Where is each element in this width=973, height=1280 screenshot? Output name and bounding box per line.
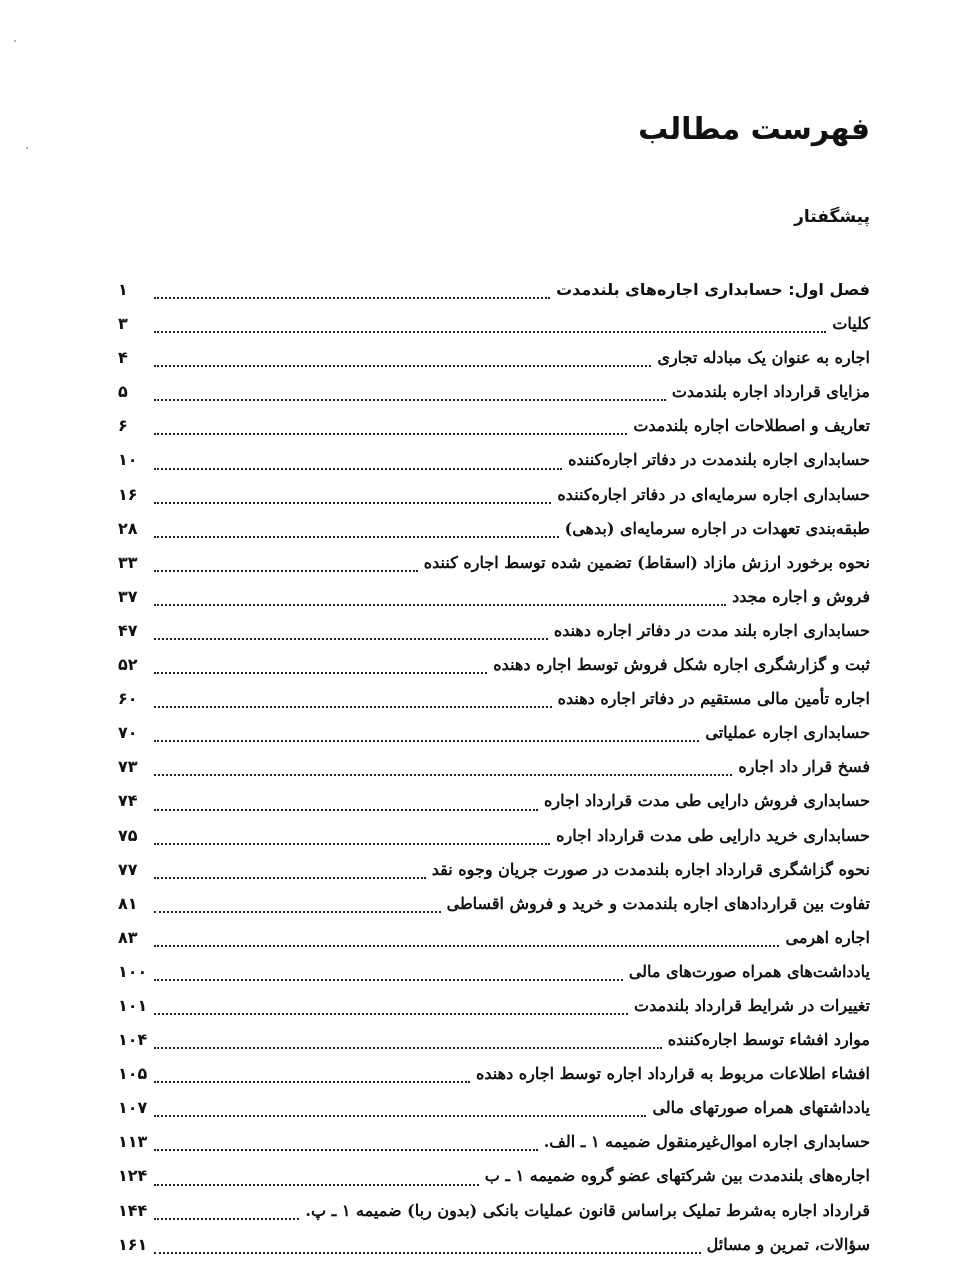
toc-entry xyxy=(118,546,870,580)
toc-dot-leader xyxy=(154,502,551,504)
toc-entry-label: کلیات xyxy=(832,314,870,334)
toc-entry-label: فصل اول: حسابداری اجاره‌های بلندمدت xyxy=(556,280,870,299)
toc-entry-label: حسابداری اجاره اموال‌غیرمنقول ضمیمه ۱ ـ الف. xyxy=(543,1132,870,1152)
toc-entry-label: سؤالات، تمرین و مسائل xyxy=(706,1234,870,1254)
toc-entry-label: حسابداری اجاره بلند مدت در دفاتر اجاره دهنده xyxy=(553,620,870,640)
toc-entry xyxy=(118,1228,870,1262)
toc-entry xyxy=(118,375,870,409)
toc-page-number: ۶۰ xyxy=(118,689,138,709)
toc-dot-leader xyxy=(154,365,651,367)
toc-entry xyxy=(118,750,870,784)
toc-page-number: ۳۷ xyxy=(118,586,138,606)
toc-dot-leader xyxy=(154,1184,479,1186)
toc-entry xyxy=(118,682,870,716)
toc-entry-label: مزایای قرارداد اجاره بلندمدت xyxy=(671,382,870,402)
toc-dot-leader xyxy=(154,399,666,401)
toc-page-number: ۳۳ xyxy=(118,552,138,572)
toc-entry-label: موارد افشاء توسط اجاره‌کننده xyxy=(667,1030,870,1050)
toc-page-number: ۱۲۴ xyxy=(118,1166,148,1186)
toc-page-number: ۱۰۷ xyxy=(118,1098,148,1118)
toc-entry-label: تفاوت بین قراردادهای اجاره بلندمدت و خرید و فروش اقساطی xyxy=(446,893,870,913)
toc-dot-leader xyxy=(154,843,550,845)
toc-entry xyxy=(118,1023,870,1057)
toc-entry-label: یادداشت‌های همراه صورت‌های مالی xyxy=(628,961,870,981)
toc-entry-label: اجاره اهرمی xyxy=(785,927,870,947)
toc-dot-leader xyxy=(154,331,826,333)
toc-page-number: ۸۱ xyxy=(118,893,138,913)
toc-dot-leader xyxy=(154,740,699,742)
toc-entry-label: حسابداری اجاره سرمایه‌ای در دفاتر اجاره‌کننده xyxy=(557,484,870,504)
toc-page-number: ۶ xyxy=(118,416,128,436)
toc-page-number: ۱۱۳ xyxy=(118,1132,148,1152)
toc-entry xyxy=(118,1159,870,1193)
toc-entry-label: حسابداری اجاره عملیاتی xyxy=(705,723,870,743)
toc-entry-label: حسابداری اجاره بلندمدت در دفاتر اجاره‌کننده xyxy=(568,450,870,470)
toc-dot-leader xyxy=(154,911,441,913)
preface-heading: پیشگفتار xyxy=(794,207,870,227)
toc-entry xyxy=(118,784,870,818)
toc-entry-label: ثبت و گزارشگری اجاره شکل فروش توسط اجاره دهنده xyxy=(493,655,870,675)
toc-page-number: ۳ xyxy=(118,314,128,334)
toc-entry xyxy=(118,887,870,921)
toc-page-number: ۵ xyxy=(118,382,128,402)
toc-dot-leader xyxy=(154,1081,470,1083)
toc-dot-leader xyxy=(154,570,418,572)
toc-dot-leader xyxy=(154,638,548,640)
toc-entry xyxy=(118,307,870,341)
toc-page-number: ۱۶۱ xyxy=(118,1234,148,1254)
toc-entry xyxy=(118,580,870,614)
toc-page-number: ۷۷ xyxy=(118,859,138,879)
toc-entry xyxy=(118,341,870,375)
toc-page-number: ۱۴۴ xyxy=(118,1200,148,1220)
toc-page-number: ۴ xyxy=(118,348,128,368)
toc-entry-label: تعاریف و اصطلاحات اجاره بلندمدت xyxy=(633,416,870,436)
toc-entry-label: حسابداری خرید دارایی طی مدت قرارداد اجاره xyxy=(556,825,870,845)
toc-dot-leader xyxy=(154,468,562,470)
toc-entry-label: فسخ قرار داد اجاره xyxy=(738,757,870,777)
scan-speck xyxy=(14,40,16,42)
toc-entry xyxy=(118,1057,870,1091)
toc-entry-label: قرارداد اجاره به‌شرط تملیک براساس قانون عملیات بانکی (بدون ربا) ضمیمه ۱ ـ پ. xyxy=(305,1200,870,1220)
toc-entry xyxy=(118,478,870,512)
toc-dot-leader xyxy=(154,604,726,606)
toc-entry-label: نحوه برخورد ارزش مازاد (اسقاط) تضمین شده توسط اجاره کننده xyxy=(423,552,870,572)
toc-entry-label: طبقه‌بندی تعهدات در اجاره سرمایه‌ای (بدهی) xyxy=(564,518,870,538)
toc-dot-leader xyxy=(154,774,732,776)
toc-dot-leader xyxy=(154,1047,662,1049)
toc-entry xyxy=(118,1091,870,1125)
toc-page-number: ۴۷ xyxy=(118,620,138,640)
toc-page-number: ۵۲ xyxy=(118,655,138,675)
toc-dot-leader xyxy=(154,1149,538,1151)
toc-entry-label: فروش و اجاره مجدد xyxy=(732,586,870,606)
toc-page-number: ۱۰۴ xyxy=(118,1030,148,1050)
toc-page-number: ۱۶ xyxy=(118,484,138,504)
toc-page-number: ۸۳ xyxy=(118,927,138,947)
toc-dot-leader xyxy=(154,877,426,879)
toc-entry xyxy=(118,648,870,682)
toc-entry xyxy=(118,409,870,443)
page-title: فهرست مطالب xyxy=(638,112,870,147)
toc-entry xyxy=(118,443,870,477)
toc-page-number: ۲۸ xyxy=(118,518,138,538)
toc-entry xyxy=(118,955,870,989)
toc-dot-leader xyxy=(154,536,559,538)
toc-entry-label: تغییرات در شرایط قرارداد بلندمدت xyxy=(634,995,870,1015)
toc-page-number: ۱۰۱ xyxy=(118,995,148,1015)
toc-page-number: ۷۳ xyxy=(118,757,138,777)
toc-dot-leader xyxy=(154,672,487,674)
toc-entry xyxy=(118,614,870,648)
toc-page-number: ۱۰۰ xyxy=(118,961,148,981)
toc-entry-label: اجاره‌های بلندمدت بین شرکتهای عضو گروه ضمیمه ۱ ـ ب xyxy=(484,1166,870,1186)
toc-entry xyxy=(118,819,870,853)
toc-dot-leader xyxy=(154,809,538,811)
toc-page-number: ۷۴ xyxy=(118,791,138,811)
toc-dot-leader xyxy=(154,945,779,947)
toc-entry xyxy=(118,853,870,887)
toc-dot-leader xyxy=(154,706,552,708)
toc-entry-label: نحوه گزاشگری قرارداد اجاره بلندمدت در صورت جریان وجوه نقد xyxy=(431,859,870,879)
toc-entry xyxy=(118,921,870,955)
toc-entry xyxy=(118,716,870,750)
toc-page-number: ۱۰ xyxy=(118,450,138,470)
toc-entry-label: یادداشتهای همراه صورتهای مالی xyxy=(652,1098,870,1118)
scan-speck xyxy=(26,147,28,149)
toc-dot-leader xyxy=(154,979,623,981)
toc-entry-label: اجاره به عنوان یک مبادله تجاری xyxy=(657,348,870,368)
toc-dot-leader xyxy=(154,1115,646,1117)
toc-dot-leader xyxy=(154,297,550,299)
toc-entry xyxy=(118,1125,870,1159)
toc-entry xyxy=(118,1194,870,1228)
toc-entry-label: افشاء اطلاعات مربوط به قرارداد اجاره توسط اجاره دهنده xyxy=(476,1064,870,1084)
toc-entry xyxy=(118,989,870,1023)
toc-entry-label: حسابداری فروش دارایی طی مدت قرارداد اجاره xyxy=(543,791,870,811)
toc-chapter-entry xyxy=(118,273,870,307)
toc-page-number: ۷۵ xyxy=(118,825,138,845)
toc-entry-label: اجاره تأمین مالی مستقیم در دفاتر اجاره دهنده xyxy=(557,689,870,709)
toc-page-number: ۷۰ xyxy=(118,723,138,743)
toc-page-number: ۱ xyxy=(118,280,128,299)
toc-page-number: ۱۰۵ xyxy=(118,1064,148,1084)
toc-dot-leader xyxy=(154,1218,299,1220)
toc-dot-leader xyxy=(154,1013,628,1015)
table-of-contents xyxy=(118,273,870,1262)
toc-dot-leader xyxy=(154,1252,701,1254)
toc-dot-leader xyxy=(154,433,627,435)
toc-entry xyxy=(118,512,870,546)
